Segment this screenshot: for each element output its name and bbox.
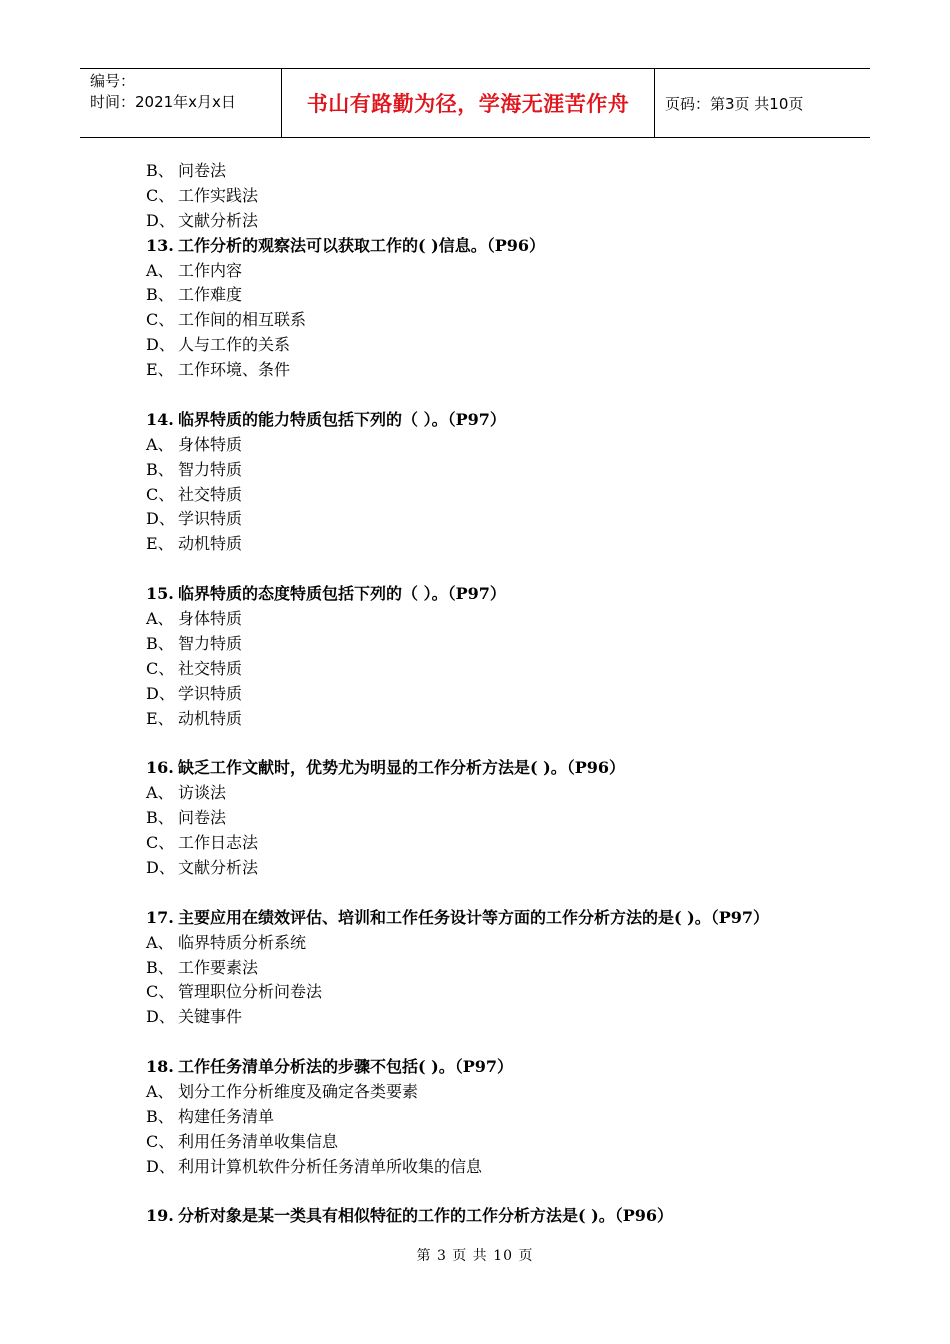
answer-option [146, 657, 846, 682]
option-text: 工作要素法 [178, 957, 259, 977]
option-letter: D、 [146, 1156, 175, 1176]
question-number: 17. [146, 907, 174, 927]
option-text: 身体特质 [178, 609, 243, 629]
question-text: 工作分析的观察法可以获取工作的( )信息。（P96） [178, 235, 546, 255]
option-text: 构建任务清单 [178, 1106, 275, 1126]
option-text: 文献分析法 [178, 857, 259, 877]
document-time: 时间：2021年x月x日 [90, 93, 236, 111]
answer-option [146, 781, 846, 806]
answer-option [146, 283, 846, 308]
option-letter: B、 [146, 161, 174, 180]
question-stem [146, 756, 846, 781]
answer-option [146, 806, 846, 831]
question-number: 14. [146, 409, 174, 429]
question-number: 15. [146, 584, 174, 604]
question-text: 临界特质的态度特质包括下列的（ ）。（P97） [178, 584, 506, 604]
option-letter: C、 [146, 310, 175, 330]
option-letter: D、 [146, 509, 175, 529]
option-text: 社交特质 [178, 484, 243, 504]
option-letter: D、 [146, 1007, 175, 1027]
option-text: 临界特质分析系统 [178, 932, 307, 952]
option-letter: E、 [146, 360, 174, 380]
option-text: 问卷法 [178, 161, 227, 180]
answer-option [146, 856, 846, 881]
question-text: 分析对象是某一类具有相似特征的工作的工作分析方法是( )。（P96） [178, 1206, 674, 1226]
answer-option [146, 532, 846, 557]
option-letter: A、 [146, 783, 174, 803]
option-letter: E、 [146, 534, 174, 554]
answer-option [146, 1080, 846, 1105]
option-text: 学识特质 [178, 509, 243, 529]
header-page-info: 页码：第3页 共10页 [665, 94, 804, 113]
option-text: 利用任务清单收集信息 [178, 1131, 339, 1151]
document-number-label: 编号： [90, 72, 136, 90]
spacer [146, 731, 846, 756]
question-number: 16. [146, 758, 174, 778]
question-text: 主要应用在绩效评估、培训和工作任务设计等方面的工作分析方法的是( )。（P97） [178, 907, 770, 927]
answer-option [146, 632, 846, 657]
option-text: 划分工作分析维度及确定各类要素 [178, 1081, 419, 1101]
answer-option [146, 607, 846, 632]
answer-option [146, 358, 846, 383]
option-letter: A、 [146, 932, 174, 952]
question-text: 临界特质的能力特质包括下列的（ ）。（P97） [178, 409, 506, 429]
spacer [146, 557, 846, 582]
answer-option [146, 707, 846, 732]
option-text: 管理职位分析问卷法 [178, 982, 323, 1002]
spacer [146, 881, 846, 906]
option-text: 学识特质 [178, 683, 243, 703]
answer-option [146, 956, 846, 981]
answer-option [146, 184, 846, 209]
option-text: 问卷法 [178, 808, 227, 828]
option-letter: D、 [146, 335, 175, 355]
answer-option [146, 1105, 846, 1130]
option-text: 社交特质 [178, 658, 243, 678]
spacer [146, 383, 846, 408]
option-letter: C、 [146, 833, 175, 853]
page-header [80, 68, 870, 138]
option-letter: A、 [146, 260, 174, 280]
question-stem [146, 408, 846, 433]
option-text: 动机特质 [178, 708, 243, 728]
option-letter: E、 [146, 708, 174, 728]
option-letter: C、 [146, 484, 175, 504]
spacer [146, 1180, 846, 1205]
answer-option [146, 209, 846, 234]
question-number: 19. [146, 1206, 174, 1226]
option-text: 身体特质 [178, 434, 243, 454]
option-letter: D、 [146, 210, 175, 230]
answer-option [146, 507, 846, 532]
option-letter: B、 [146, 633, 174, 653]
option-letter: D、 [146, 857, 175, 877]
option-letter: C、 [146, 1131, 175, 1151]
option-text: 工作内容 [178, 260, 243, 280]
question-stem [146, 1055, 846, 1080]
question-stem [146, 582, 846, 607]
page-footer: 第 3 页 共 10 页 [416, 1248, 534, 1264]
answer-option [146, 931, 846, 956]
option-letter: B、 [146, 808, 174, 828]
answer-option [146, 1130, 846, 1155]
question-list [146, 159, 846, 1229]
option-text: 工作间的相互联系 [178, 310, 307, 330]
answer-option [146, 433, 846, 458]
answer-option [146, 159, 846, 184]
option-letter: C、 [146, 982, 175, 1002]
answer-option [146, 831, 846, 856]
option-letter: D、 [146, 683, 175, 703]
option-text: 访谈法 [178, 783, 227, 803]
answer-option [146, 259, 846, 284]
question-stem [146, 234, 846, 259]
option-text: 关键事件 [178, 1007, 243, 1027]
option-text: 智力特质 [178, 633, 243, 653]
answer-option [146, 483, 846, 508]
option-text: 利用计算机软件分析任务清单所收集的信息 [178, 1156, 483, 1176]
option-text: 文献分析法 [178, 210, 259, 230]
answer-option [146, 308, 846, 333]
option-letter: A、 [146, 1081, 174, 1101]
option-text: 动机特质 [178, 534, 243, 554]
option-text: 工作环境、条件 [178, 360, 291, 380]
option-text: 工作日志法 [178, 833, 259, 853]
header-meta [80, 69, 282, 137]
option-text: 工作实践法 [178, 185, 259, 205]
option-letter: B、 [146, 285, 174, 305]
option-letter: C、 [146, 185, 175, 205]
question-number: 13. [146, 235, 174, 255]
option-letter: C、 [146, 658, 175, 678]
option-letter: A、 [146, 609, 174, 629]
option-text: 智力特质 [178, 459, 243, 479]
question-stem [146, 906, 846, 931]
spacer [146, 1030, 846, 1055]
answer-option [146, 333, 846, 358]
header-motto: 书山有路勤为径，学海无涯苦作舟 [282, 69, 655, 137]
option-text: 工作难度 [178, 285, 243, 305]
answer-option [146, 458, 846, 483]
option-letter: B、 [146, 1106, 174, 1126]
option-text: 人与工作的关系 [178, 335, 291, 355]
answer-option [146, 1005, 846, 1030]
option-letter: B、 [146, 957, 174, 977]
answer-option [146, 980, 846, 1005]
answer-option [146, 1155, 846, 1180]
option-letter: B、 [146, 459, 174, 479]
question-text: 缺乏工作文献时，优势尤为明显的工作分析方法是( )。（P96） [178, 758, 626, 778]
question-text: 工作任务清单分析法的步骤不包括( )。（P97） [178, 1057, 514, 1077]
question-stem [146, 1204, 846, 1229]
option-letter: A、 [146, 434, 174, 454]
question-number: 18. [146, 1057, 174, 1077]
answer-option [146, 682, 846, 707]
